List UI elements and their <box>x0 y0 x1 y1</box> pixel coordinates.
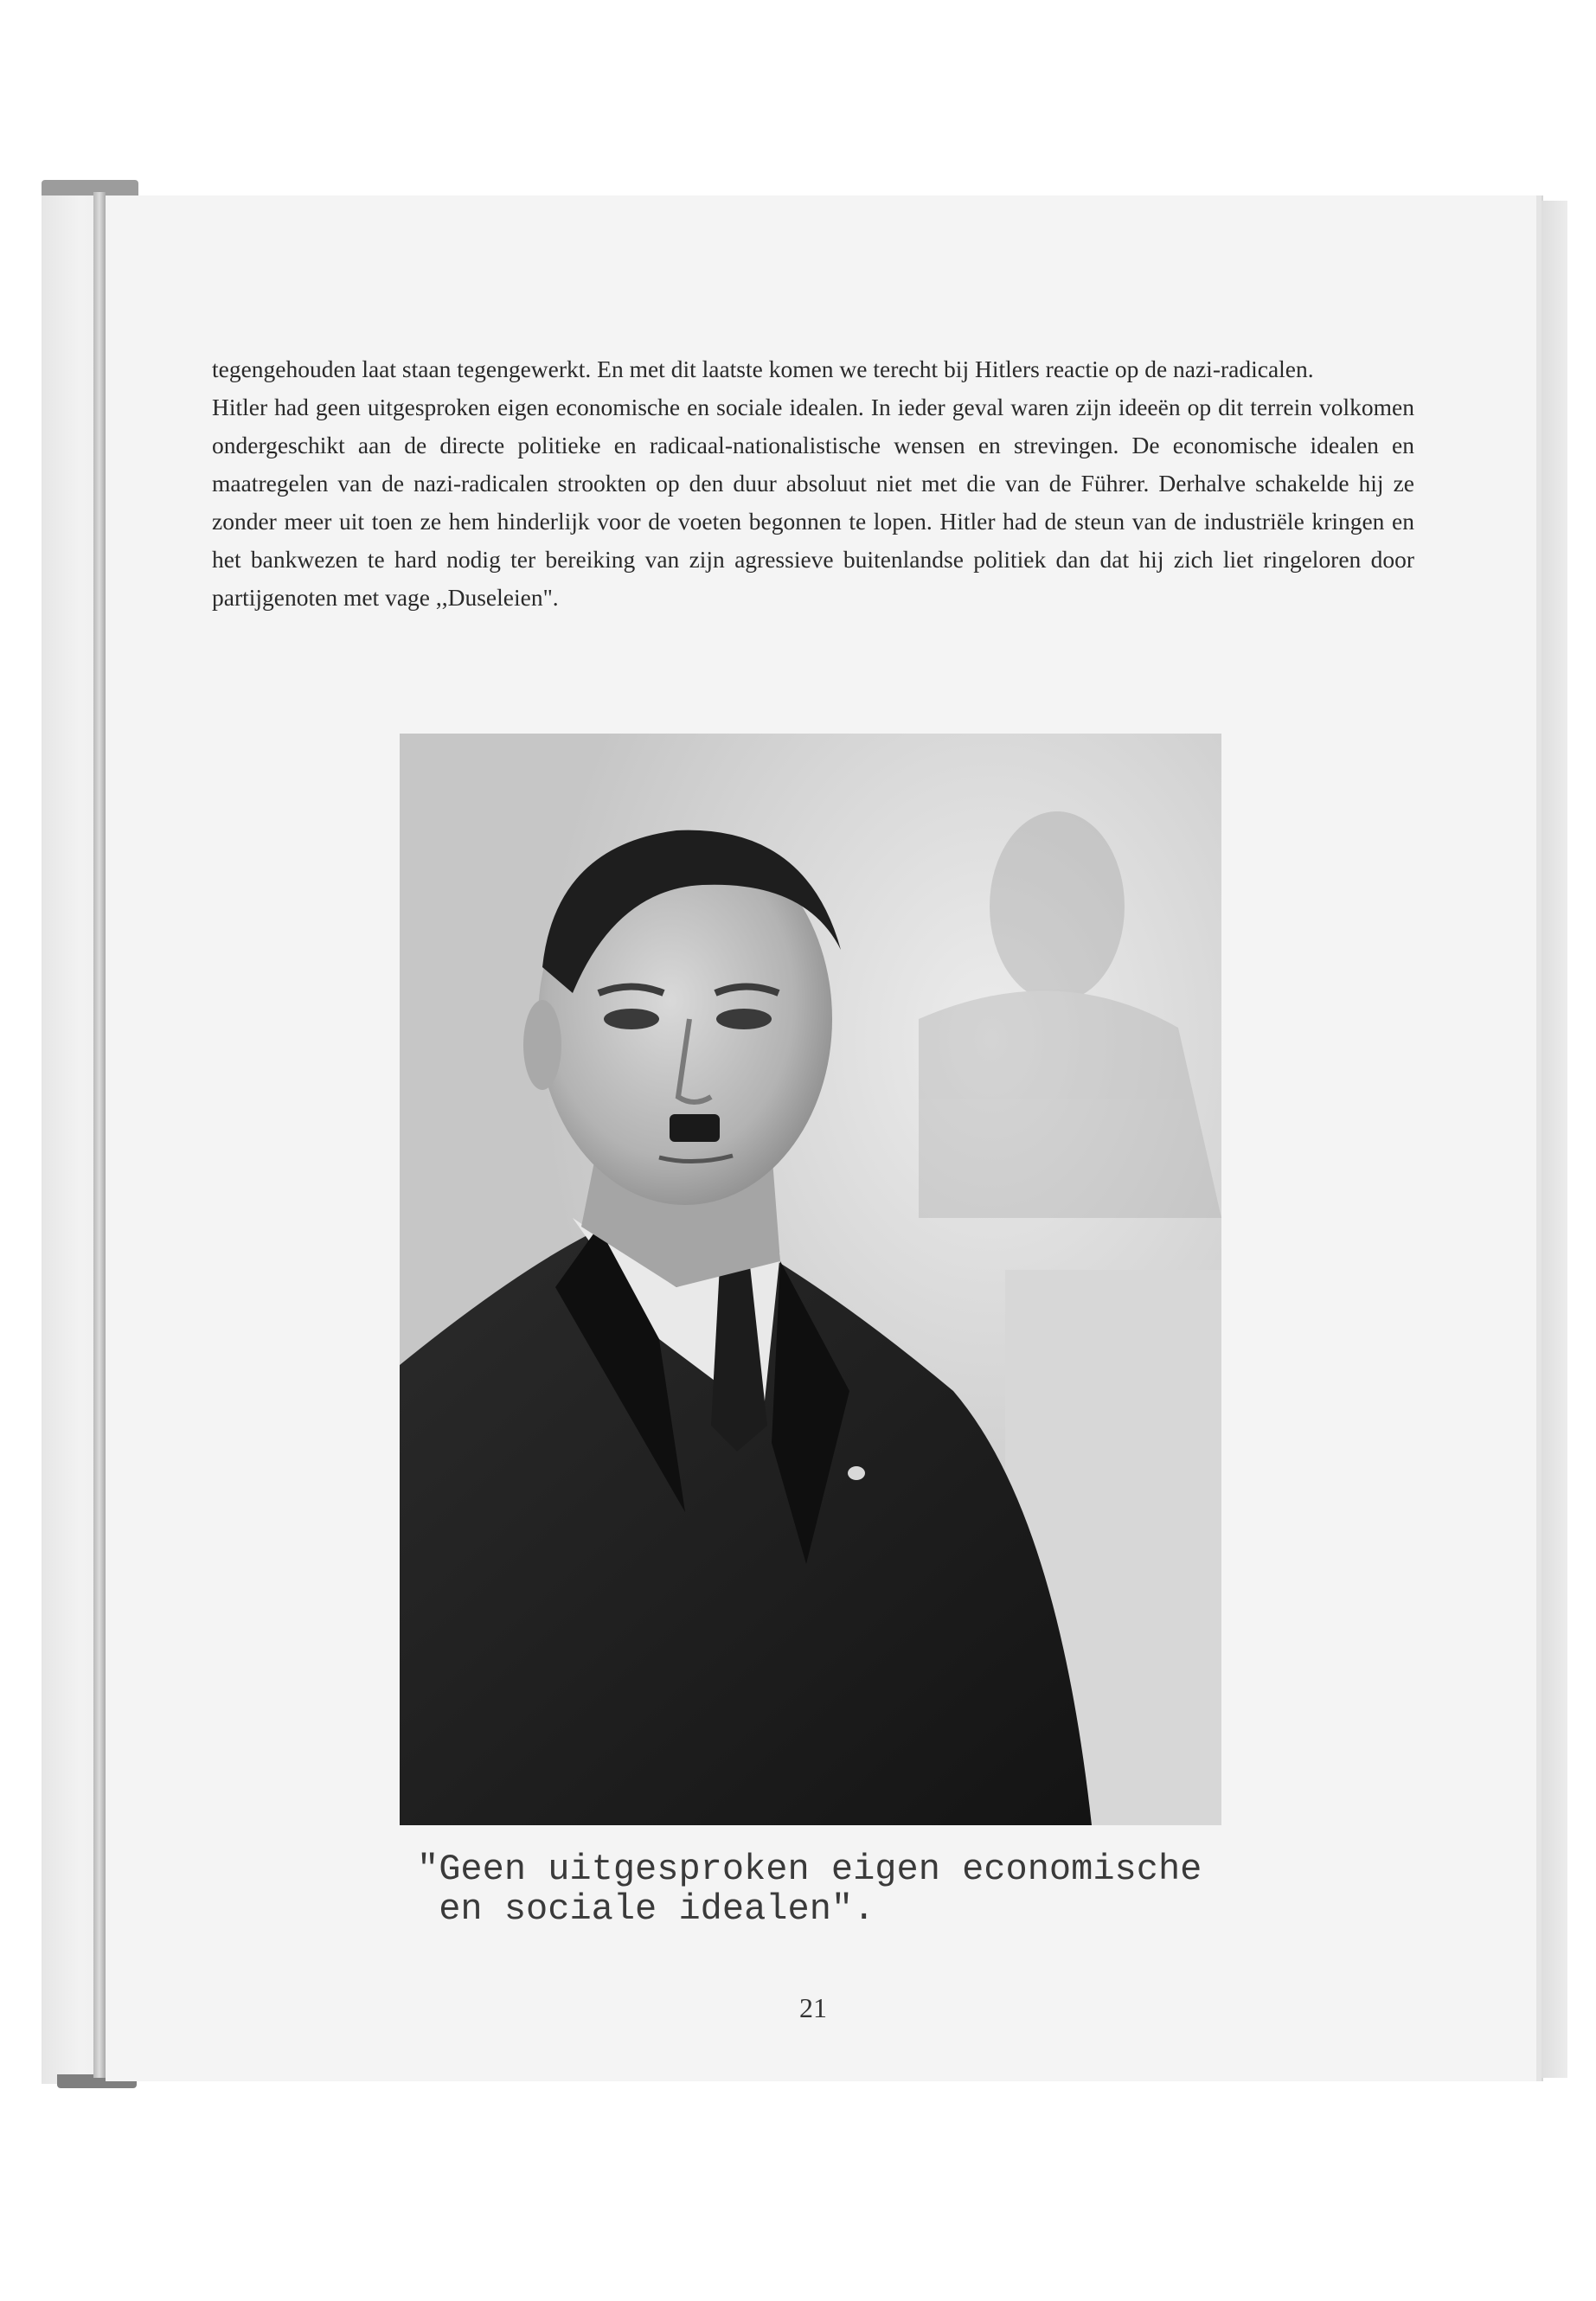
page-right-edge <box>1542 201 1567 2078</box>
body-text <box>212 350 1414 617</box>
portrait-image <box>400 734 1221 1825</box>
portrait-photograph <box>400 734 1221 1825</box>
page-number: 21 <box>799 1992 827 2023</box>
paragraph-2: Hitler had geen uitgesproken eigen economische en sociale idealen. In ieder geval waren zijn ideeën op dit terrein volkomen ondergeschikt aan de directe politieke en radicaal-nationalistische wensen en strevingen. De economische idealen en maatregelen van de nazi-radicalen strookten op den duur absoluut niet met die van de Führer. Derhalve schakelde hij ze zonder meer uit toen ze hem hinderlijk voor de voeten begonnen te lopen. Hitler had de steun van de industriële kringen en het bankwezen te hard nodig ter bereiking van zijn agressieve buitenlandse politiek dan dat hij zich liet ringeloren door partijgenoten met vage ,,Duseleien". <box>212 394 1414 611</box>
binding-cap-top <box>42 180 138 195</box>
binding-edge <box>93 192 106 2078</box>
paragraph-1: tegengehouden laat staan tegengewerkt. En met dit laatste komen we terecht bij Hitlers reactie op de nazi-radicalen. <box>212 356 1314 382</box>
photo-caption: "Geen uitgesproken eigen economische en sociale idealen". <box>417 1849 1202 1930</box>
